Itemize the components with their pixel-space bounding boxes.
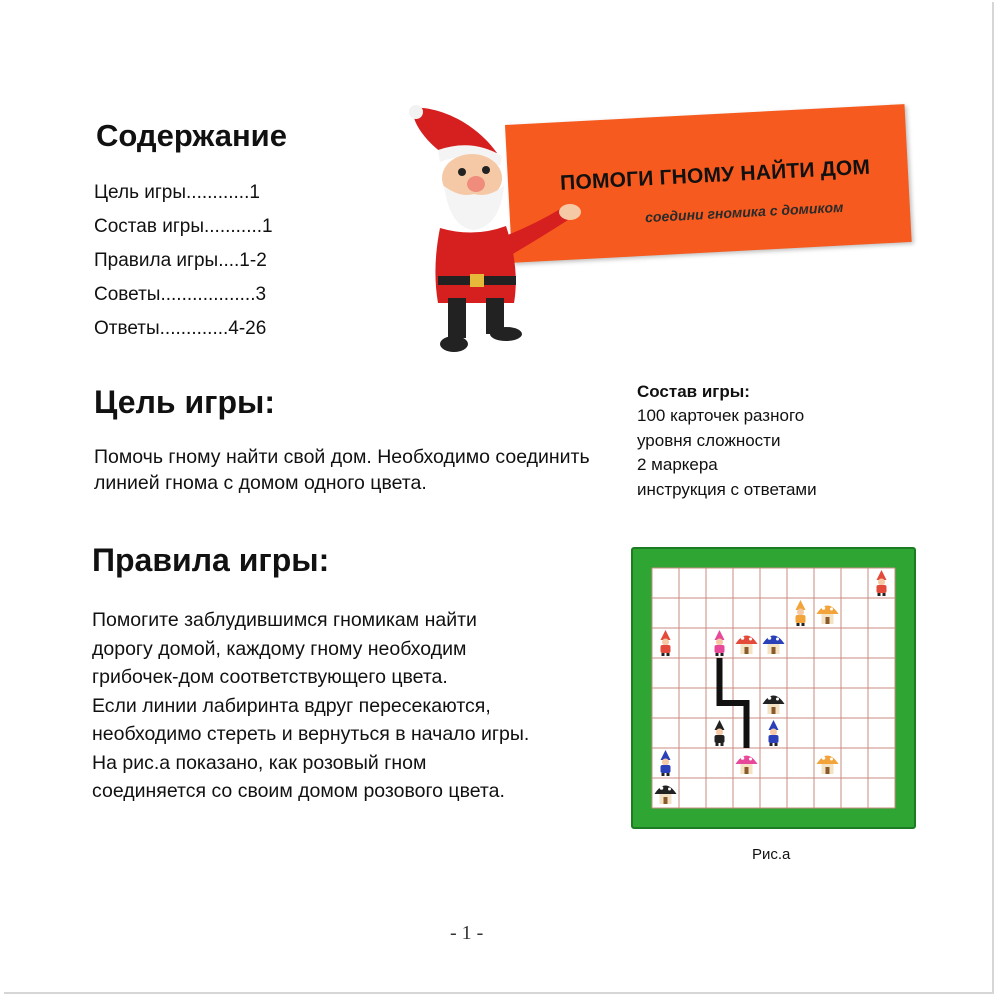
figure-caption: Рис.а (752, 846, 791, 863)
composition-list (637, 404, 817, 502)
rules-heading: Правила игры: (92, 542, 330, 578)
rules-line: соединяется со своим домом розового цвета. (92, 780, 505, 802)
composition-item: 2 маркера (637, 455, 718, 474)
composition-item: инструкция с ответами (637, 479, 817, 499)
toc-item-answers: Ответы.............4-26 (94, 318, 267, 339)
rules-line: грибочек-дом соответствующего цвета. (92, 666, 448, 688)
goal-heading: Цель игры: (94, 384, 275, 420)
composition-block (637, 380, 817, 502)
rules-line: Если линии лабиринта вдруг пересекаются, (92, 694, 491, 717)
rules-line: дорогу домой, каждому гному необходим (92, 637, 467, 660)
toc-title: Содержание (96, 118, 287, 153)
banner-title: ПОМОГИ ГНОМУ НАЙТИ ДОМ (559, 155, 871, 195)
rules-line: Помогите заблудившимся гномикам найти (92, 609, 477, 631)
rules-line: На рис.а показано, как розовый гном (92, 751, 427, 774)
banner-subtitle: соедини гномика с домиком (644, 198, 844, 226)
toc-item-composition: Состав игры...........1 (94, 216, 273, 237)
toc-item-rules: Правила игры....1-2 (94, 250, 267, 271)
toc-list (94, 176, 273, 346)
goal-text: Помочь гному найти свой дом. Необходимо соединить линией гнома с домом одного цвета. (94, 446, 590, 494)
example-card (631, 547, 916, 829)
composition-item: 100 карточек разного (637, 406, 805, 425)
rules-line: необходимо стереть и вернуться в начало игры. (92, 723, 530, 745)
toc-item-tips: Советы..................3 (94, 284, 267, 305)
toc-item-goal: Цель игры............1 (94, 182, 260, 203)
gnome-illustration (402, 98, 582, 360)
rules-text (92, 606, 632, 806)
maze-grid (633, 549, 914, 827)
page-number: - 1 - (450, 922, 484, 944)
composition-item: уровня сложности (637, 430, 781, 450)
composition-title: Состав игры: (637, 382, 750, 401)
